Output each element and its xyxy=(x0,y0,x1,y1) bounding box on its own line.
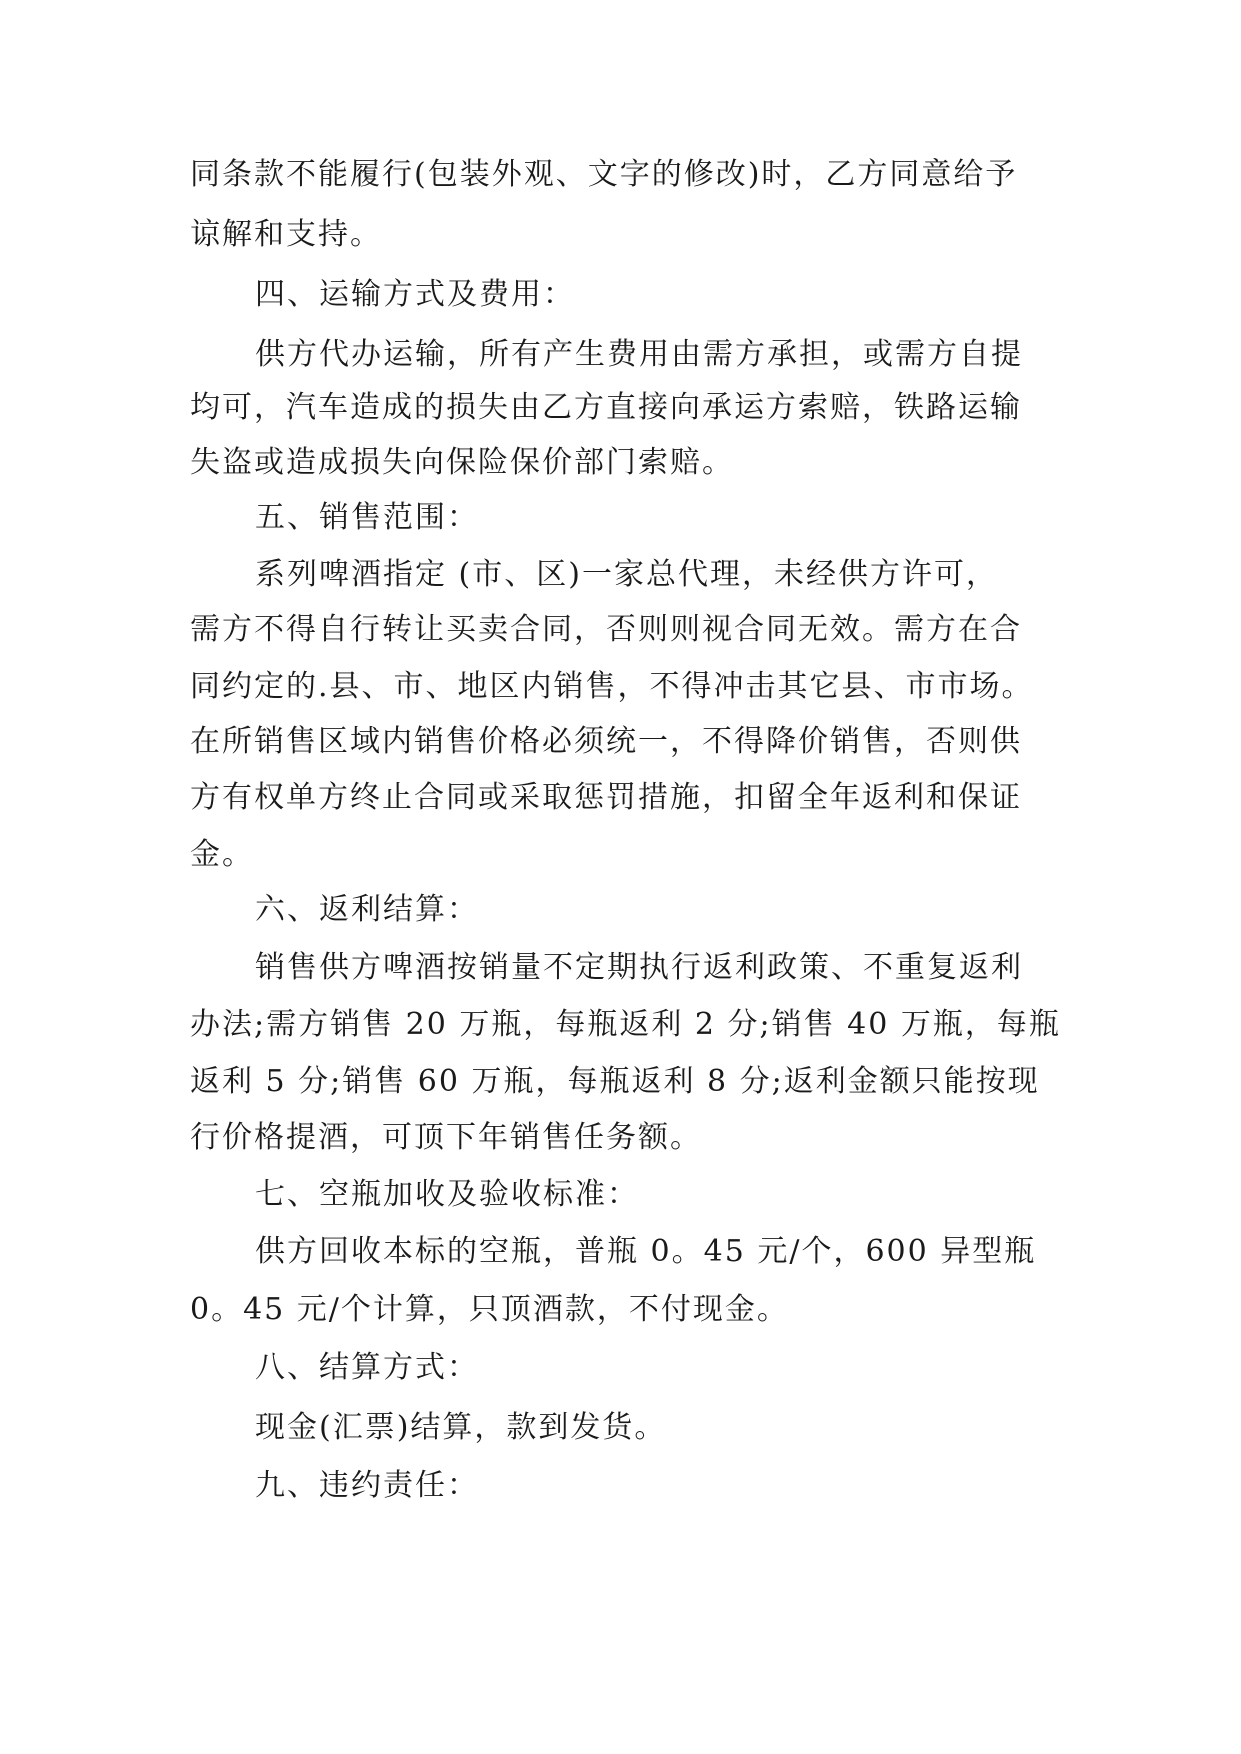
text-line: 销售供方啤酒按销量不定期执行返利政策、不重复返利 xyxy=(255,950,1023,985)
section-heading: 五、销售范围： xyxy=(255,500,479,535)
text-line: 谅解和支持。 xyxy=(190,217,382,252)
text-line: 供方代办运输，所有产生费用由需方承担，或需方自提 xyxy=(255,337,1023,372)
text-line: 需方不得自行转让买卖合同，否则则视合同无效。需方在合 xyxy=(190,612,1022,647)
text-line: 系列啤酒指定 (市、区)一家总代理，未经供方许可， xyxy=(255,557,998,592)
section-heading: 九、违约责任： xyxy=(255,1468,479,1503)
section-heading: 八、结算方式： xyxy=(255,1350,479,1385)
text-line: 现金(汇票)结算，款到发货。 xyxy=(255,1410,667,1445)
text-line: 同约定的.县、市、地区内销售，不得冲击其它县、市市场。 xyxy=(190,669,1034,704)
text-line: 办法;需方销售 20 万瓶，每瓶返利 2 分;销售 40 万瓶，每瓶 xyxy=(190,1007,1061,1042)
text-line: 0。45 元/个计算，只顶酒款，不付现金。 xyxy=(190,1292,789,1327)
text-line: 失盗或造成损失向保险保价部门索赔。 xyxy=(190,445,734,480)
text-line: 返利 5 分;销售 60 万瓶，每瓶返利 8 分;返利金额只能按现 xyxy=(190,1064,1040,1099)
text-line: 在所销售区域内销售价格必须统一，不得降价销售，否则供 xyxy=(190,724,1022,759)
text-line: 方有权单方终止合同或采取惩罚措施，扣留全年返利和保证 xyxy=(190,780,1022,815)
section-heading: 七、空瓶加收及验收标准： xyxy=(255,1177,639,1212)
text-line: 金。 xyxy=(190,837,254,872)
text-line: 供方回收本标的空瓶，普瓶 0。45 元/个，600 异型瓶 xyxy=(255,1234,1037,1269)
text-line: 同条款不能履行(包装外观、文字的修改)时，乙方同意给予 xyxy=(190,157,1018,192)
section-heading: 六、返利结算： xyxy=(255,892,479,927)
text-line: 行价格提酒，可顶下年销售任务额。 xyxy=(190,1120,702,1155)
section-heading: 四、运输方式及费用： xyxy=(255,277,575,312)
text-line: 均可，汽车造成的损失由乙方直接向承运方索赔，铁路运输 xyxy=(190,390,1022,425)
